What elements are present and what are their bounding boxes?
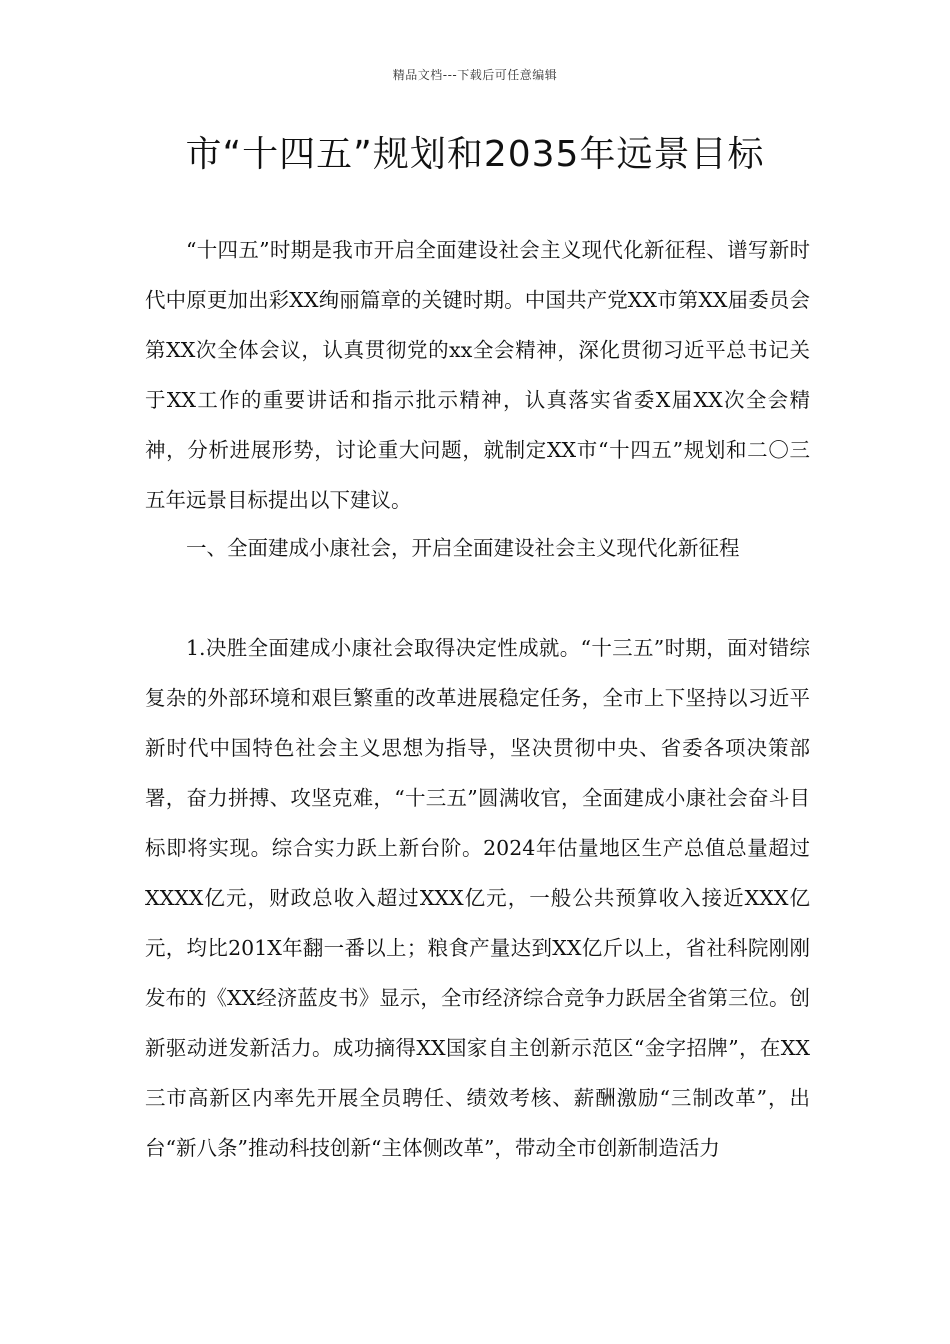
intro-block — [145, 225, 810, 525]
item-block — [145, 623, 810, 1173]
item-paragraph: 1.决胜全面建成小康社会取得决定性成就。“十三五”时期，面对错综复杂的外部环境和艰巨繁重的改革进展稳定任务，全市上下坚持以习近平新时代中国特色社会主义思想为指导，坚决贯彻中央、省委各项决策部署，奋力拼搏、攻坚克难，“十三五”圆满收官，全面建成小康社会奋斗目标即将实现。综合实力跃上新台阶。2024年估量地区生产总值总量超过XXXX亿元，财政总收入超过XXX亿元，一般公共预算收入接近XXX亿元，均比201X年翻一番以上；粮食产量达到XX亿斤以上，省社科院刚刚发布的《XX经济蓝皮书》显示，全市经济综合竞争力跃居全省第三位。创新驱动迸发新活力。成功摘得XX国家自主创新示范区“金字招牌”，在XX三市高新区内率先开展全员聘任、绩效考核、薪酬激励“三制改革”，出台“新八条”推动科技创新“主体侧改革”，带动全市创新制造活力 — [145, 636, 810, 1160]
section-block — [145, 523, 810, 573]
section-heading: 一、全面建成小康社会，开启全面建设社会主义现代化新征程 — [186, 536, 740, 560]
document-title: 市“十四五”规划和2035年远景目标 — [185, 134, 765, 175]
header-note: 精品文档---下载后可任意编辑 — [392, 68, 558, 82]
intro-paragraph: “十四五”时期是我市开启全面建设社会主义现代化新征程、谱写新时代中原更加出彩XX绚丽篇章的关键时期。中国共产党XX市第XX届委员会第XX次全体会议，认真贯彻党的xx全会精神，深化贯彻习近平总书记关于XX工作的重要讲话和指示批示精神，认真落实省委X届XX次全会精神，分析进展形势，讨论重大问题，就制定XX市“十四五”规划和二〇三五年远景目标提出以下建议。 — [145, 238, 810, 512]
